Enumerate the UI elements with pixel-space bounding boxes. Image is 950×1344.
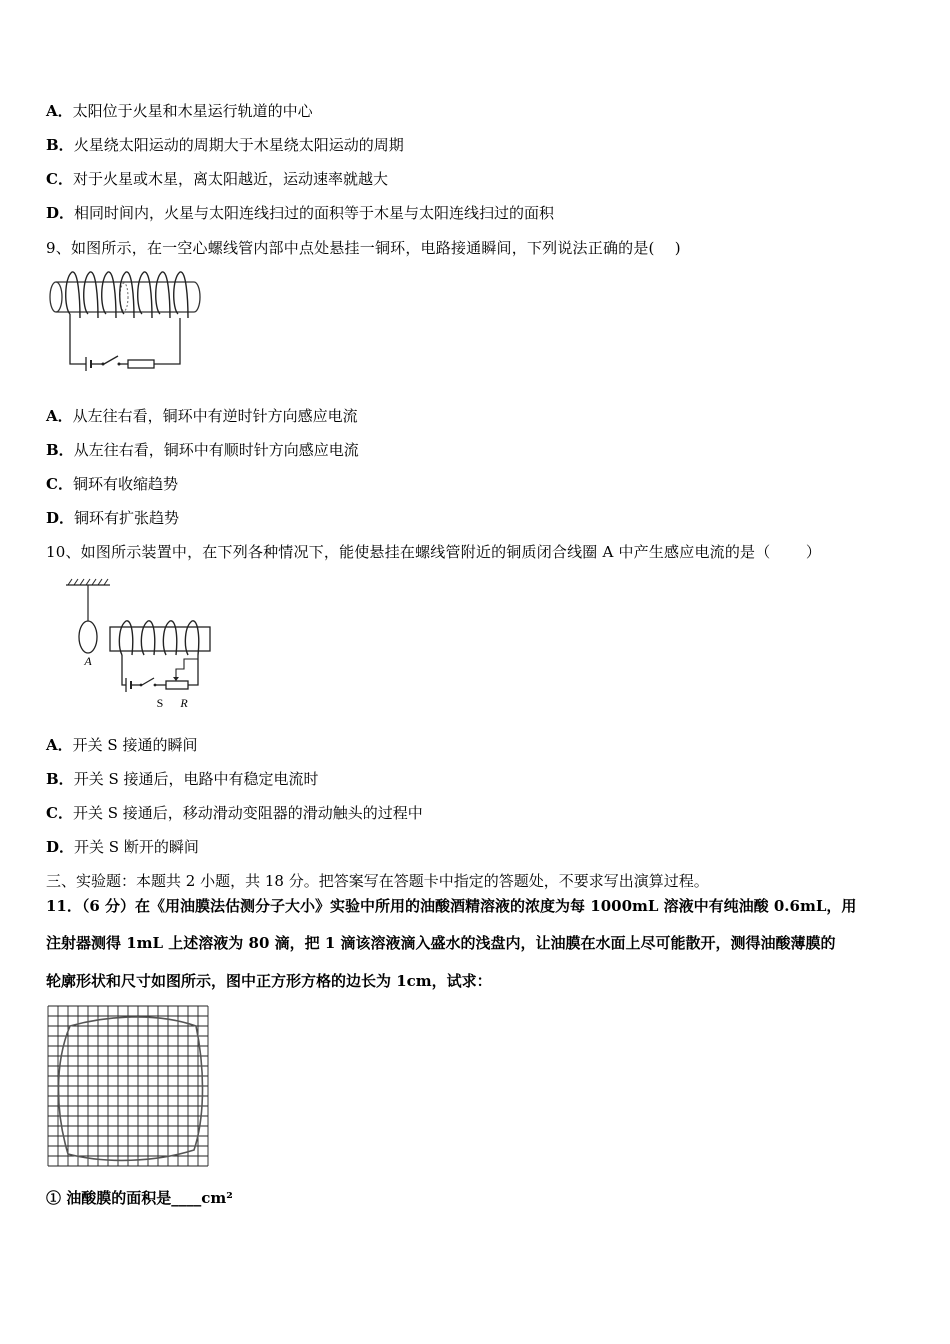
solenoid-turns: [119, 621, 198, 655]
q11-line1: 11．（6 分）在《用油膜法估测分子大小》实验中所用的油酸酒精溶液的浓度为每 1000mL 溶液中有纯油酸 0.6mL，用: [46, 897, 857, 915]
label-s: S: [156, 696, 164, 710]
q8-option-a: A．太阳位于火星和木星运行轨道的中心: [46, 102, 313, 120]
q11-sub1: ① 油酸膜的面积是____cm²: [46, 1189, 233, 1207]
q8-option-d: D．相同时间内，火星与太阳连线扫过的面积等于木星与太阳连线扫过的面积: [46, 204, 555, 222]
switch-s: [142, 678, 154, 685]
q10-stem: 10、如图所示装置中，在下列各种情况下，能使悬挂在螺线管附近的铜质闭合线圈 A 中产生感应电流的是（ ）: [46, 543, 822, 561]
solenoid-tube: [110, 627, 210, 651]
q8-option-c: C．对于火星或木星，离太阳越近，运动速率就越大: [46, 170, 388, 188]
ceiling-hatch: [68, 579, 108, 585]
oil-film-outline: [59, 1017, 203, 1160]
rheostat-r: [166, 681, 188, 689]
switch: [104, 356, 118, 364]
coil-turns: [66, 272, 188, 318]
q9-option-c: C．铜环有收缩趋势: [46, 475, 178, 493]
q11-line3: 轮廓形状和尺寸如图所示，图中正方形方格的边长为 1cm，试求：: [46, 972, 492, 990]
rheostat-slider: [176, 659, 198, 681]
q10-apparatus-figure: [62, 577, 222, 712]
q10-option-d: D．开关 S 断开的瞬间: [46, 838, 199, 856]
q11-line2: 注射器测得 1mL 上述溶液为 80 滴，把 1 滴该溶液滴入盛水的浅盘内，让油膜在水面上尽可能散开，测得油酸薄膜的: [46, 934, 836, 952]
section3-heading: 三、实验题：本题共 2 小题，共 18 分。把答案写在答题卡中指定的答题处，不要求写出演算过程。: [46, 872, 709, 890]
q10-option-c: C．开关 S 接通后，移动滑动变阻器的滑动触头的过程中: [46, 804, 423, 822]
q11-grid-figure: [46, 1004, 210, 1168]
resistor: [128, 360, 154, 368]
coil-a: [79, 621, 97, 653]
tube-left-end: [50, 282, 62, 312]
label-a: A: [84, 654, 92, 668]
circuit-wire: [70, 314, 86, 364]
q9-solenoid-figure: [44, 268, 206, 372]
q9-option-d: D．铜环有扩张趋势: [46, 509, 180, 527]
grid-lines: [48, 1006, 208, 1166]
q10-option-a: A．开关 S 接通的瞬间: [46, 736, 198, 754]
q10-option-b: B．开关 S 接通后，电路中有稳定电流时: [46, 770, 319, 788]
q9-option-b: B．从左往右看，铜环中有顺时针方向感应电流: [46, 441, 359, 459]
q9-stem: 9、如图所示，在一空心螺线管内部中点处悬挂一铜环，电路接通瞬间，下列说法正确的是( ): [46, 239, 681, 257]
q8-option-b: B．火星绕太阳运动的周期大于木星绕太阳运动的周期: [46, 136, 404, 154]
label-r: R: [180, 696, 188, 710]
q9-option-a: A．从左往右看，铜环中有逆时针方向感应电流: [46, 407, 358, 425]
